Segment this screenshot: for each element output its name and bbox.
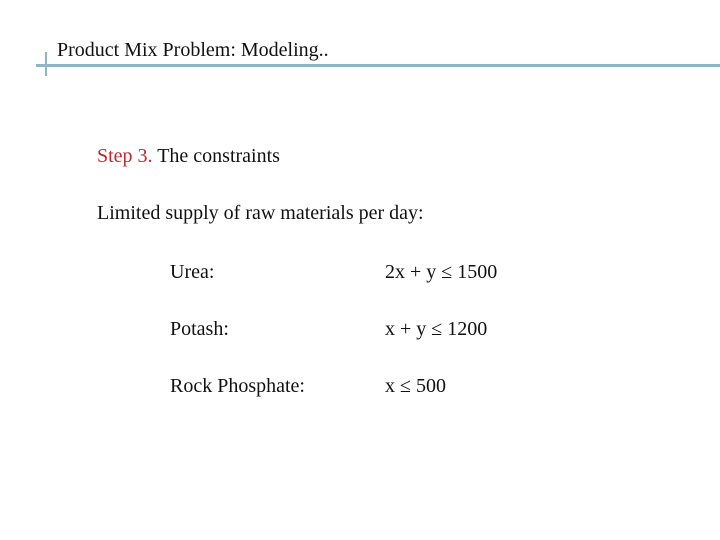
slide-title: Product Mix Problem: Modeling.. [57, 39, 329, 61]
constraint-label: Rock Phosphate: [170, 375, 305, 397]
constraint-expression: x + y ≤ 1200 [385, 318, 488, 340]
title-tick-rule [45, 52, 47, 76]
constraint-row-urea [170, 259, 690, 285]
step-text: The constraints [157, 145, 280, 167]
constraint-expression: 2x + y ≤ 1500 [385, 261, 498, 283]
constraint-label: Potash: [170, 318, 229, 340]
step-number: Step 3. [97, 145, 153, 167]
step-heading [97, 143, 280, 169]
constraint-expression: x ≤ 500 [385, 375, 446, 397]
intro-text: Limited supply of raw materials per day: [97, 202, 424, 224]
title-underline-rule [36, 64, 720, 67]
constraint-row-potash [170, 316, 690, 342]
constraint-label: Urea: [170, 261, 215, 283]
constraint-row-rock-phosphate [170, 373, 690, 399]
